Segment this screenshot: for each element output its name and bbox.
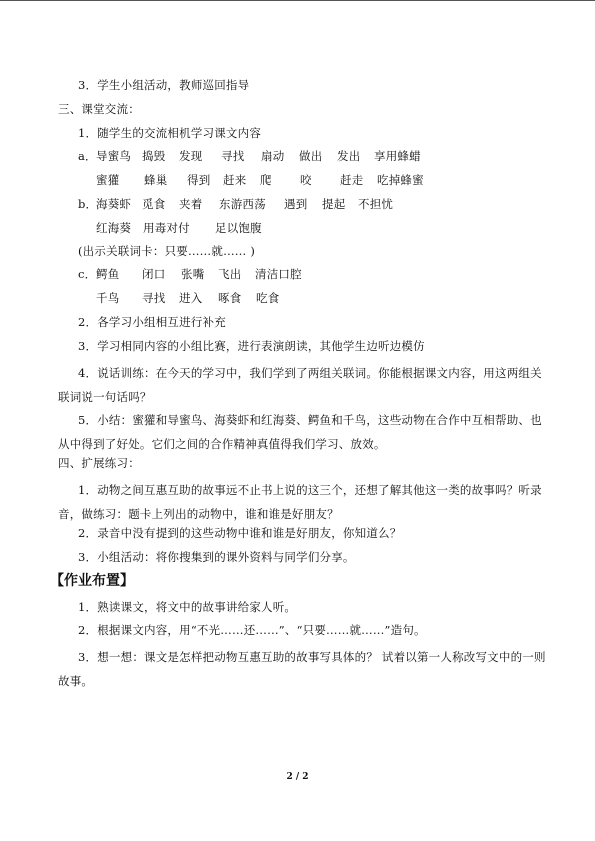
word: 进入: [179, 291, 203, 305]
text-line: 3．学生小组活动，教师巡回指导: [78, 78, 250, 92]
group-b-row2: [96, 220, 262, 236]
word: 赶走: [340, 173, 364, 187]
group-c: [78, 266, 302, 282]
group-a-row2: [96, 172, 424, 188]
word: 吃食: [256, 291, 280, 305]
word: 张嘴: [181, 267, 205, 281]
word: 捣毁: [142, 149, 166, 163]
word: 鳄鱼: [96, 267, 120, 281]
word: 得到: [187, 173, 211, 187]
label-b: b．: [78, 197, 98, 211]
group-c-row2: [96, 290, 279, 306]
heading-classroom-exchange: 三、课堂交流：: [58, 102, 140, 116]
word: 闭口: [142, 267, 166, 281]
heading-extension-practice: 四、扩展练习：: [58, 456, 140, 470]
extension-item: 2．录音中没有提到的这些动物中谁和谁是好朋友，你知道么？: [78, 526, 402, 540]
word: 发出: [337, 149, 361, 163]
top-border: [0, 0, 595, 1]
word: 提起: [322, 197, 346, 211]
word: 用毒对付: [143, 221, 190, 235]
word: 千鸟: [96, 291, 120, 305]
word: 做出: [299, 149, 323, 163]
group-b: [78, 196, 393, 212]
word: 蜂巢: [144, 173, 168, 187]
word: 不担忧: [358, 197, 394, 211]
word: 红海葵: [96, 221, 132, 235]
extension-item: 3．小组活动：将你搜集到的课外资料与同学们分享。: [78, 550, 355, 564]
word: 飞出: [218, 267, 242, 281]
word: 寻找: [221, 149, 245, 163]
text-line: 3．学习相同内容的小组比赛，进行表演朗读，其他学生边听边模仿: [78, 339, 425, 353]
summary: 5．小结：蜜獾和导蜜鸟、海葵虾和红海葵、鳄鱼和千鸟，这些动物在合作中互相帮助、也从中得到了好处。它们之间的合作精神真值得我们学习、放效。: [58, 413, 542, 451]
text-line: 1．随学生的交流相机学习课文内容: [78, 126, 262, 140]
word: 寻找: [142, 291, 166, 305]
word: 导蜜鸟: [96, 149, 132, 163]
word: 东游西荡: [219, 197, 266, 211]
homework-item: 2．根据课文内容，用“不光……还……”、“只要……就……”造句。: [78, 623, 426, 637]
homework-item: 1．熟读课文，将文中的故事讲给家人听。: [78, 600, 297, 614]
word: 清洁口腔: [255, 267, 302, 281]
word: 爬: [260, 173, 272, 187]
word: 足以饱腹: [215, 221, 262, 235]
text-line: 2．各学习小组相互进行补充: [78, 315, 226, 329]
word: 发现: [179, 149, 203, 163]
word: 咬: [300, 173, 312, 187]
group-a: [78, 148, 421, 164]
word: 扇动: [261, 149, 285, 163]
section-title-homework: 【作业布置】: [50, 573, 134, 589]
label-a: a．: [78, 149, 97, 163]
connective-card-note: (出示关联词卡：只要……就…… ): [78, 244, 256, 258]
extension-item: 1．动物之间互惠互助的故事远不止书上说的这三个，还想了解其他这一类的故事吗？听录音，做练习：题卡上列出的动物中，谁和谁是好朋友？: [58, 483, 542, 521]
word: 夹着: [179, 197, 203, 211]
speaking-exercise: 4．说话训练：在今天的学习中，我们学到了两组关联词。你能根据课文内容，用这两组关联词说一句话吗？: [58, 366, 542, 404]
word: 享用蜂蜡: [374, 149, 421, 163]
word: 遇到: [284, 197, 308, 211]
word: 啄食: [218, 291, 242, 305]
word: 觅食: [142, 197, 166, 211]
word: 赶来: [223, 173, 247, 187]
word: 蜜獾: [96, 173, 120, 187]
word: 吃掉蜂蜜: [377, 173, 424, 187]
label-c: c．: [78, 267, 97, 281]
homework-item: 3．想一想：课文是怎样把动物互惠互助的故事写具体的？ 试着以第一人称改写文中的一则故事。: [58, 650, 546, 688]
word: 海葵虾: [96, 197, 132, 211]
page-number: 2 / 2: [286, 772, 309, 782]
